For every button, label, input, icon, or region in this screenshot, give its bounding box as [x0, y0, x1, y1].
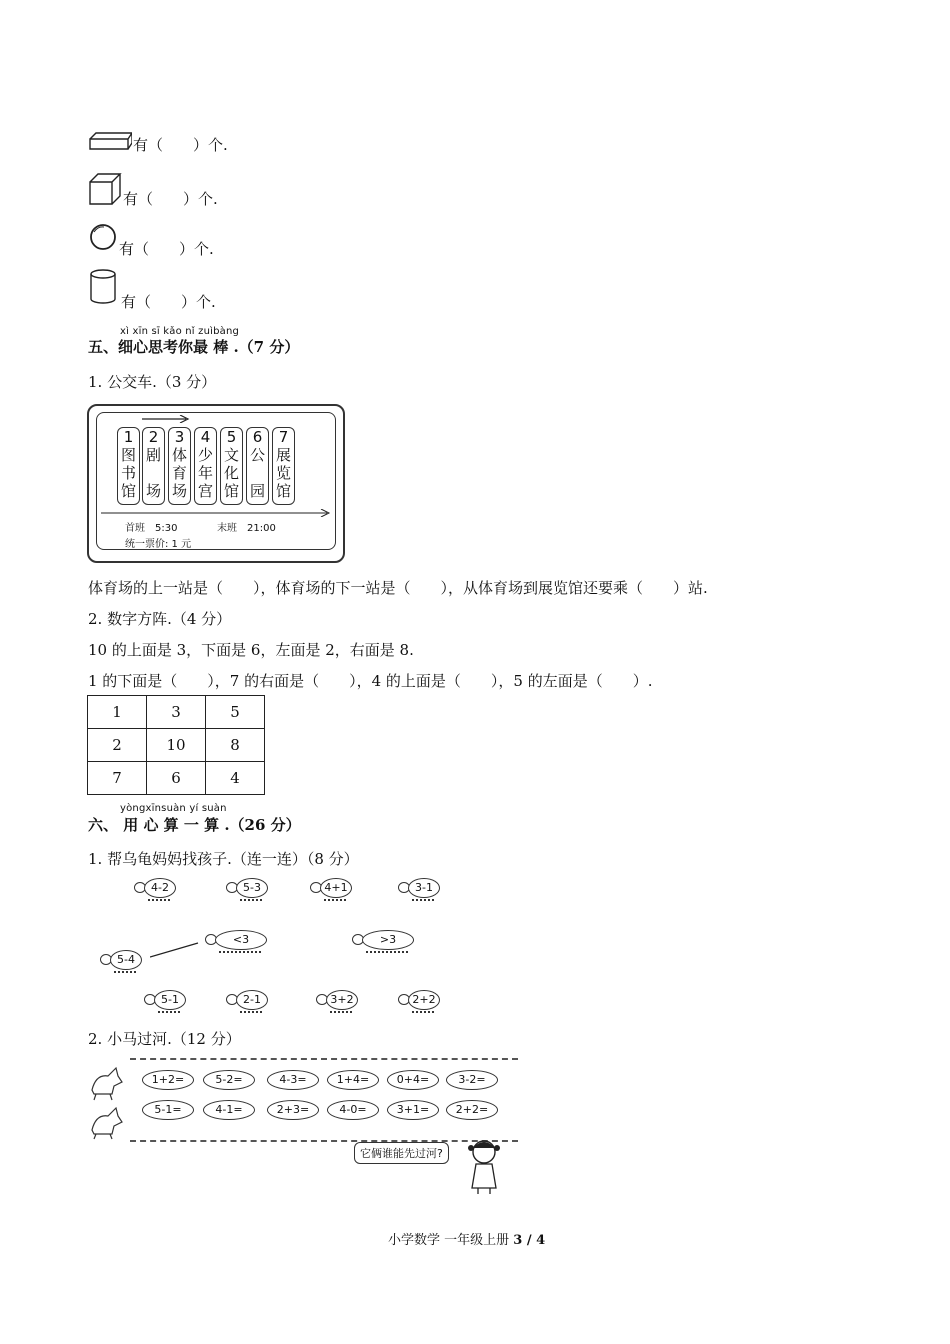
- bus-stop-char: 馆: [223, 482, 239, 500]
- baby-turtle-top[interactable]: [398, 878, 442, 898]
- turtle-legs: [240, 1007, 262, 1013]
- bus-stop-number: 1: [123, 428, 134, 446]
- grid-cell: 2: [88, 729, 147, 762]
- section6-title: 六、 用 心 算 一 算 .（26 分）: [88, 816, 301, 834]
- bus-stop-char: [143, 464, 164, 482]
- turtle-shell-label: 5-3: [236, 878, 268, 898]
- turtle-shell-label: 3+2: [326, 990, 358, 1010]
- bus-stop-char: 剧: [145, 446, 161, 464]
- baby-turtle-bottom[interactable]: [226, 990, 270, 1010]
- bus-stop-char: 展: [275, 446, 291, 464]
- bus-fare: 统一票价: 1 元: [125, 539, 192, 550]
- baby-turtle-bottom[interactable]: [398, 990, 442, 1010]
- bus-stop-number: 5: [226, 428, 237, 446]
- river-stone[interactable]: 4-0=: [327, 1100, 379, 1120]
- bus-stop-3: [168, 427, 191, 505]
- section6-q2-title: 2. 小马过河.（12 分）: [88, 1030, 241, 1048]
- footer-page: 3 / 4: [513, 1233, 546, 1248]
- grid-cell: 7: [88, 762, 147, 795]
- grid-cell: 6: [147, 762, 206, 795]
- shape-cuboid-text: 有（ ）个.: [133, 136, 228, 154]
- baby-turtle-bottom[interactable]: [316, 990, 360, 1010]
- cylinder-icon: [88, 268, 118, 306]
- horse-icon: [88, 1060, 126, 1140]
- bus-stop-2: [142, 427, 165, 505]
- bus-stop-char: 宫: [197, 482, 213, 500]
- shape-cylinder-text: 有（ ）个.: [121, 293, 216, 311]
- river-stone[interactable]: 2+2=: [446, 1100, 498, 1120]
- river-stone[interactable]: 4-1=: [203, 1100, 255, 1120]
- turtle-legs: [158, 1007, 180, 1013]
- turtle-shell-label: 5-4: [110, 950, 142, 970]
- bus-stop-char: 体: [171, 446, 187, 464]
- turtle-legs: [330, 1007, 352, 1013]
- bus-stop-char: 化: [223, 464, 239, 482]
- baby-turtle-bottom[interactable]: [144, 990, 188, 1010]
- turtle-shell-label: >3: [362, 930, 414, 950]
- mother-turtle-left[interactable]: [205, 930, 269, 950]
- turtle-shell-label: 3-1: [408, 878, 440, 898]
- river-stone[interactable]: 1+4=: [327, 1070, 379, 1090]
- grid-cell: 4: [206, 762, 265, 795]
- bus-stop-6: [246, 427, 269, 505]
- river-stone[interactable]: 3-2=: [446, 1070, 498, 1090]
- bus-route-inner: [96, 412, 336, 550]
- bus-stop-char: 书: [120, 464, 136, 482]
- grid-cell: 8: [206, 729, 265, 762]
- footer-label: [388, 1229, 545, 1248]
- section5-q2-desc: 10 的上面是 3，下面是 6，左面是 2，右面是 8.: [88, 641, 414, 659]
- bus-stop-char: 公: [249, 446, 265, 464]
- cube-icon: [88, 172, 122, 206]
- bus-stop-char: 育: [171, 464, 187, 482]
- shape-cube-text: 有（ ）个.: [123, 190, 218, 208]
- question-bubble: 它俩谁能先过河?: [354, 1142, 449, 1164]
- baby-turtle-left[interactable]: [100, 950, 144, 970]
- bus-stop-number: 6: [252, 428, 263, 446]
- river-stone[interactable]: 5-2=: [203, 1070, 255, 1090]
- bus-stop-number: 2: [148, 428, 159, 446]
- river-stone[interactable]: 2+3=: [267, 1100, 319, 1120]
- grid-cell: 10: [147, 729, 206, 762]
- section5-q2-title: 2. 数字方阵.（4 分）: [88, 610, 232, 628]
- bus-stop-number: 4: [200, 428, 211, 446]
- turtle-legs: [412, 1007, 434, 1013]
- turtle-shell-label: 2-1: [236, 990, 268, 1010]
- bus-stop-char: 园: [249, 482, 265, 500]
- bus-stop-7: [272, 427, 295, 505]
- river-stone[interactable]: 5-1=: [142, 1100, 194, 1120]
- turtle-legs: [324, 895, 346, 901]
- turtle-legs: [114, 967, 136, 973]
- river-stone[interactable]: 0+4=: [387, 1070, 439, 1090]
- girl-icon: [462, 1136, 506, 1196]
- direction-arrow-icon: [142, 415, 192, 423]
- grid-cell: 5: [206, 696, 265, 729]
- river-stone[interactable]: 3+1=: [387, 1100, 439, 1120]
- bus-stop-char: 览: [275, 464, 291, 482]
- bus-stop-4: [194, 427, 217, 505]
- bus-stop-number: 7: [278, 428, 289, 446]
- river-stone[interactable]: 4-3=: [267, 1070, 319, 1090]
- section5-pinyin: xì xīn sī kǎo nǐ zuìbàng: [120, 326, 240, 337]
- bus-stop-char: 图: [120, 446, 136, 464]
- section5-q2-text: 1 的下面是（ ），7 的右面是（ ），4 的上面是（ ），5 的左面是（ ）.: [88, 672, 653, 690]
- baby-turtle-top[interactable]: [310, 878, 354, 898]
- turtle-shell-label: 5-1: [154, 990, 186, 1010]
- shape-sphere-text: 有（ ）个.: [119, 240, 214, 258]
- cuboid-icon: [88, 131, 132, 151]
- last-bus-time: 末班 21:00: [217, 523, 276, 534]
- bus-stop-number: 3: [174, 428, 185, 446]
- bus-stop-char: 文: [223, 446, 239, 464]
- turtle-legs: [366, 947, 408, 953]
- bus-route-board: [87, 404, 345, 563]
- bus-stop-char: 年: [197, 464, 213, 482]
- first-bus-time: 首班 5:30: [125, 523, 178, 534]
- turtle-legs: [412, 895, 434, 901]
- bus-stop-char: 馆: [120, 482, 136, 500]
- turtle-legs: [148, 895, 170, 901]
- bus-stop-char: 场: [145, 482, 161, 500]
- bus-stop-char: [247, 464, 268, 482]
- section6-q1-title: 1. 帮乌龟妈妈找孩子.（连一连）（8 分）: [88, 850, 359, 868]
- river-stone[interactable]: 1+2=: [142, 1070, 194, 1090]
- turtle-legs: [240, 895, 262, 901]
- bus-stop-5: [220, 427, 243, 505]
- bus-stop-char: 少: [197, 446, 213, 464]
- sphere-icon: [88, 222, 118, 252]
- section5-q1-text: 体育场的上一站是（ ），体育场的下一站是（ ），从体育场到展览馆还要乘（ ）站.: [88, 579, 708, 597]
- example-connect-line: [150, 940, 200, 960]
- bus-stop-char: 场: [171, 482, 187, 500]
- grid-cell: 3: [147, 696, 206, 729]
- turtle-shell-label: 4+1: [320, 878, 352, 898]
- section6-pinyin: yòngxīnsuàn yí suàn: [120, 803, 227, 814]
- bus-stop-char: 馆: [275, 482, 291, 500]
- section5-q1-title: 1. 公交车.（3 分）: [88, 373, 217, 391]
- turtle-shell-label: 4-2: [144, 878, 176, 898]
- mother-turtle-right[interactable]: [352, 930, 416, 950]
- baby-turtle-top[interactable]: [226, 878, 270, 898]
- grid-cell: 1: [88, 696, 147, 729]
- timeline-arrow-icon: [101, 509, 333, 517]
- footer-text: 小学数学 一年级上册: [388, 1233, 510, 1248]
- turtle-legs: [219, 947, 261, 953]
- baby-turtle-top[interactable]: [134, 878, 178, 898]
- bus-stop-1: [117, 427, 140, 505]
- turtle-shell-label: 2+2: [408, 990, 440, 1010]
- number-grid: [87, 695, 265, 795]
- turtle-shell-label: <3: [215, 930, 267, 950]
- section5-title: 五、细心思考你最 棒 .（7 分）: [88, 338, 300, 356]
